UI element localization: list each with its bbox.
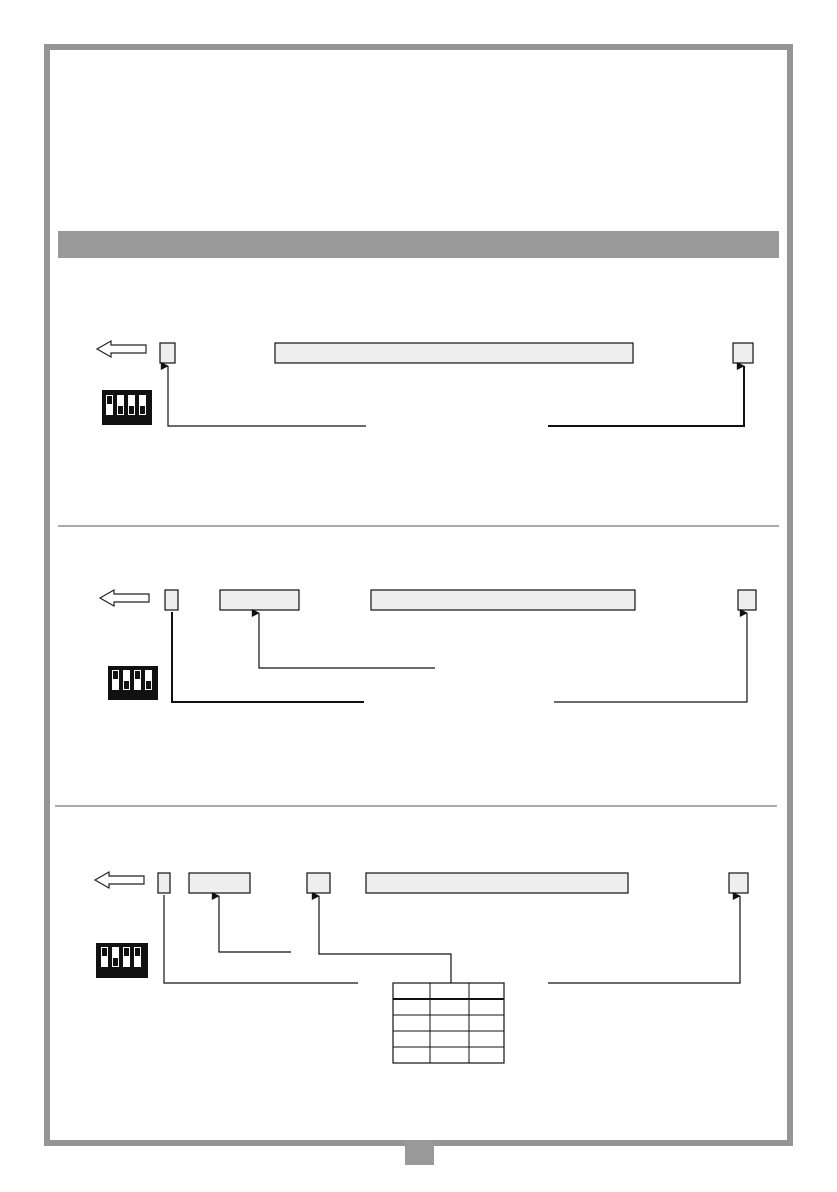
frame-start-bit <box>160 343 175 363</box>
connector-start-bit <box>164 895 358 983</box>
frame-data-block <box>371 590 635 610</box>
connector-address-block <box>219 896 291 952</box>
frame-address-block <box>220 590 299 610</box>
connector-end-bit <box>548 366 744 426</box>
direction-arrow-icon <box>97 341 146 357</box>
section-mode-1 <box>97 341 753 426</box>
connector-end-bit <box>548 896 740 983</box>
frame-channel-block <box>307 873 330 893</box>
lookup-table <box>393 983 504 1063</box>
frame-end-bit <box>738 590 756 610</box>
frame-address-block <box>189 873 250 893</box>
frame-end-bit <box>733 343 753 363</box>
page-number-tab <box>405 1140 434 1165</box>
connector-start-bit <box>172 612 364 702</box>
connector-channel-block <box>319 896 451 983</box>
dip-switch-icon <box>108 666 158 700</box>
connector-address-block <box>259 613 435 668</box>
frame-data-block <box>366 873 628 893</box>
frame-end-bit <box>729 873 748 893</box>
dip-switch-icon <box>96 943 148 978</box>
section-mode-2 <box>100 590 756 702</box>
connector-start-bit <box>168 366 366 426</box>
frame-start-bit <box>165 590 178 610</box>
frame-start-bit <box>158 873 170 893</box>
direction-arrow-icon <box>95 872 144 888</box>
section-mode-3 <box>95 872 748 1063</box>
section-header-bar <box>58 231 779 258</box>
direction-arrow-icon <box>100 590 149 606</box>
connector-end-bit <box>554 613 747 702</box>
dip-switch-icon <box>102 390 152 425</box>
frame-data-block <box>275 343 633 363</box>
